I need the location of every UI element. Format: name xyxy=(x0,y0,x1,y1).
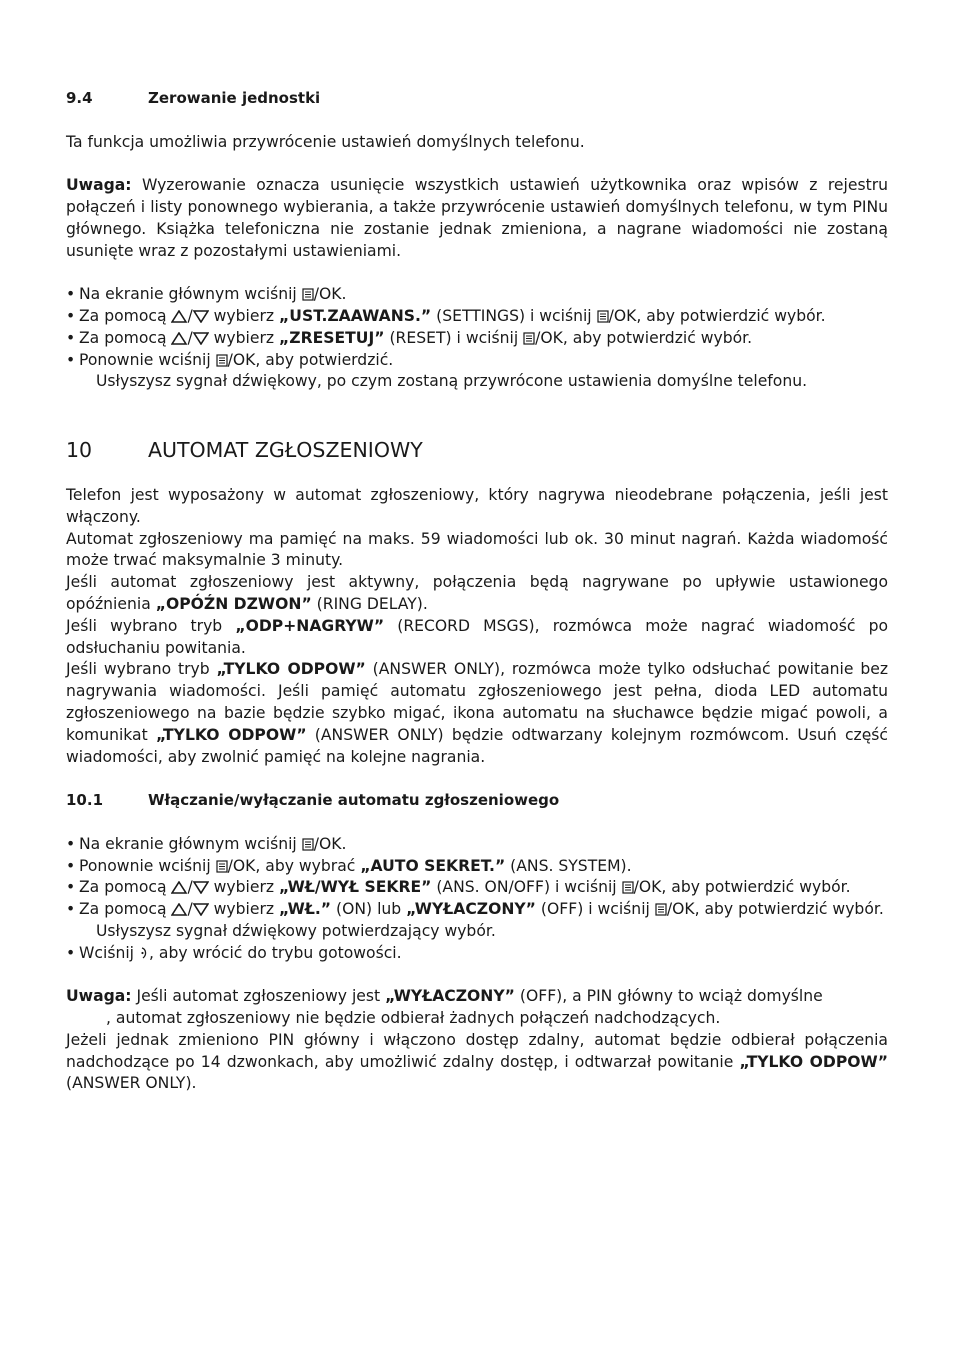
up-triangle-icon xyxy=(171,881,187,894)
note-paragraph xyxy=(66,986,888,1008)
paragraph: Automat zgłoszeniowy ma pamięć na maks. 59 wiadomości lub ok. 30 minut nagrań. Każda wiadomość może trwać maksymalnie 3 minuty. xyxy=(66,529,888,570)
down-triangle-icon xyxy=(193,881,209,894)
list-item: • Na ekranie głównym wciśnij /OK. xyxy=(66,285,347,304)
end-call-icon xyxy=(139,946,149,960)
menu-ok-icon xyxy=(597,310,609,323)
menu-option: „UST.ZAAWANS.” xyxy=(279,306,432,325)
text: Ponownie wciśnij xyxy=(79,350,216,369)
menu-option: „TYLKO ODPOW” xyxy=(739,1052,888,1071)
list-item: • Wciśnij , aby wrócić do trybu gotowości. xyxy=(66,943,402,962)
menu-option: „OPÓŹN DZWON” xyxy=(155,594,312,613)
text: wybierz xyxy=(208,328,280,347)
menu-option: „WŁ.” xyxy=(279,900,332,919)
menu-option: „TYLKO ODPOW” xyxy=(216,660,366,679)
note-label: Uwaga: xyxy=(66,987,132,1006)
note-label: Uwaga: xyxy=(66,176,132,195)
text: (ON) lub xyxy=(331,900,407,919)
list-item: • Za pomocą / wybierz „UST.ZAAWANS.” (SETTINGS) i wciśnij /OK, aby potwierdzić wybór. xyxy=(66,306,826,325)
list-item: • Za pomocą / wybierz „ZRESETUJ” (RESET) i wciśnij /OK, aby potwierdzić wybór. xyxy=(66,328,753,347)
text: Za pomocą xyxy=(79,306,172,325)
menu-ok-icon xyxy=(216,860,228,873)
text: (RING DELAY). xyxy=(311,594,428,613)
text: (RECORD MSGS), rozmówca może nagrać wiadomość po odsłuchaniu powitania. xyxy=(66,616,889,657)
paragraph: Telefon jest wyposażony w automat zgłoszeniowy, który nagrywa nieodebrane połączenia, jeśli jest włączony. xyxy=(66,485,888,526)
text: Na ekranie głównym wciśnij xyxy=(79,834,302,853)
text: (ANSWER ONLY), rozmówca może tylko odsłuchać powitanie bez nagrywania wiadomości. Jeśli pamięć automatu zgłoszeniowego jest pełna, dioda LED automatu zgłoszeniowego na bazie będzie szybko migać, ikona automatu na słuchawce będzie migać powoli, a komunikat xyxy=(66,660,889,744)
menu-option: „WYŁACZONY” xyxy=(406,900,536,919)
chapter-number: 10 xyxy=(66,438,93,463)
down-triangle-icon xyxy=(193,310,209,323)
menu-ok-icon xyxy=(302,838,314,851)
text: wybierz xyxy=(208,878,280,897)
document-page xyxy=(66,88,888,1095)
list-item: • Ponownie wciśnij /OK, aby potwierdzić. xyxy=(66,350,394,369)
text: Jeśli automat zgłoszeniowy jest aktywny, połączenia będą nagrywane po upływie ustawionego opóźnienia xyxy=(66,573,888,613)
text: Wciśnij xyxy=(79,943,139,962)
text: Jeśli wybrano tryb xyxy=(66,616,236,635)
menu-option: „WYŁACZONY” xyxy=(385,987,515,1006)
text: (RESET) i wciśnij xyxy=(384,328,524,347)
menu-option: „AUTO SEKRET.” xyxy=(360,856,506,875)
text: , aby wrócić do trybu gotowości. xyxy=(148,943,402,962)
section-title: Włączanie/wyłączanie automatu zgłoszeniowego xyxy=(148,791,560,810)
text: Za pomocą xyxy=(79,900,172,919)
text: /OK. xyxy=(313,285,347,304)
text: (ANS. ON/OFF) i wciśnij xyxy=(431,878,622,897)
text: Za pomocą xyxy=(79,878,172,897)
intro-paragraph: Ta funkcja umożliwia przywrócenie ustawień domyślnych telefonu. xyxy=(66,132,585,151)
menu-ok-icon xyxy=(622,881,634,894)
down-triangle-icon xyxy=(193,332,209,345)
list-item: • Za pomocą / wybierz „WŁ.” (ON) lub „WYŁACZONY” (OFF) i wciśnij /OK, aby potwierdzić wybór. xyxy=(66,900,884,919)
list-item: • Ponownie wciśnij /OK, aby wybrać „AUTO SEKRET.” (ANS. SYSTEM). xyxy=(66,856,632,875)
text: /OK, aby potwierdzić. xyxy=(227,350,394,369)
down-triangle-icon xyxy=(193,903,209,916)
menu-option: „ZRESETUJ” xyxy=(279,328,385,347)
menu-ok-icon xyxy=(302,288,314,301)
section-number: 10.1 xyxy=(66,791,104,810)
menu-option: „TYLKO ODPOW” xyxy=(155,725,307,744)
result-text: Usłyszysz sygnał dźwiękowy, po czym zostaną przywrócone ustawienia domyślne telefonu. xyxy=(96,372,808,391)
text: (ANS. SYSTEM). xyxy=(505,856,632,875)
menu-option: „ODP+NAGRYW” xyxy=(235,616,385,635)
text: /OK, aby potwierdzić wybór. xyxy=(666,900,884,919)
text: (ANSWER ONLY) będzie odtwarzany kolejnym rozmówcom. Usuń część wiadomości, aby zwolnić pamięć na kolejne nagrania. xyxy=(66,725,889,766)
text: (SETTINGS) i wciśnij xyxy=(431,306,597,325)
text: Ponownie wciśnij xyxy=(79,856,216,875)
paragraph xyxy=(66,1030,888,1095)
section-heading-10-1 xyxy=(66,790,888,812)
menu-ok-icon xyxy=(655,903,667,916)
paragraph xyxy=(66,572,888,616)
menu-ok-icon xyxy=(523,332,535,345)
up-triangle-icon xyxy=(171,310,187,323)
section-heading-9-4 xyxy=(66,88,888,110)
text: (OFF) i wciśnij xyxy=(535,900,655,919)
paragraph xyxy=(66,659,888,768)
text: wybierz xyxy=(208,900,280,919)
text: /OK, aby potwierdzić wybór. xyxy=(633,878,851,897)
note-paragraph xyxy=(66,175,888,262)
chapter-heading-10 xyxy=(66,437,888,463)
section-number: 9.4 xyxy=(66,89,93,107)
paragraph xyxy=(66,616,888,660)
text: (ANSWER ONLY). xyxy=(66,1074,197,1093)
text: Za pomocą xyxy=(79,328,172,347)
up-triangle-icon xyxy=(171,332,187,345)
menu-option: „WŁ/WYŁ SEKRE” xyxy=(279,878,432,897)
text: /OK. xyxy=(313,834,347,853)
text: Jeśli automat zgłoszeniowy jest xyxy=(131,987,386,1006)
menu-ok-icon xyxy=(216,354,228,367)
text: /OK, aby potwierdzić wybór. xyxy=(608,306,826,325)
up-triangle-icon xyxy=(171,903,187,916)
text: (OFF), a PIN główny to wciąż domyślne xyxy=(514,987,823,1006)
note-text: Wyzerowanie oznacza usunięcie wszystkich ustawień użytkownika oraz wpisów z rejestru połączeń i listy ponownego wybierania, a także przywrócenie ustawień domyślnych telefonu, w tym PINu głównego. Książka telefoniczna nie zostanie jednak zmieniona, a nagrane wiadomości nie zostaną usunięte wraz z pozostałymi ustawieniami. xyxy=(66,176,888,260)
list-item: • Na ekranie głównym wciśnij /OK. xyxy=(66,834,347,853)
chapter-title: AUTOMAT ZGŁOSZENIOWY xyxy=(148,438,423,463)
note-continuation: , automat zgłoszeniowy nie będzie odbierał żadnych połączeń nadchodzących. xyxy=(106,1009,721,1028)
result-text: Usłyszysz sygnał dźwiękowy potwierdzający wybór. xyxy=(96,921,496,940)
text: /OK, aby wybrać xyxy=(227,856,361,875)
text: /OK, aby potwierdzić wybór. xyxy=(535,328,753,347)
text: Jeśli wybrano tryb xyxy=(66,660,217,679)
list-item: • Za pomocą / wybierz „WŁ/WYŁ SEKRE” (ANS. ON/OFF) i wciśnij /OK, aby potwierdzić wybór. xyxy=(66,878,851,897)
text: Na ekranie głównym wciśnij xyxy=(79,285,302,304)
section-title: Zerowanie jednostki xyxy=(148,89,321,107)
text: Jeżeli jednak zmieniono PIN główny i włączono dostęp zdalny, automat będzie odbierał połączenia nadchodzące po 14 dzwonkach, aby umożliwić zdalny dostęp, i odtwarzał powitanie xyxy=(66,1030,888,1071)
text: wybierz xyxy=(208,306,280,325)
